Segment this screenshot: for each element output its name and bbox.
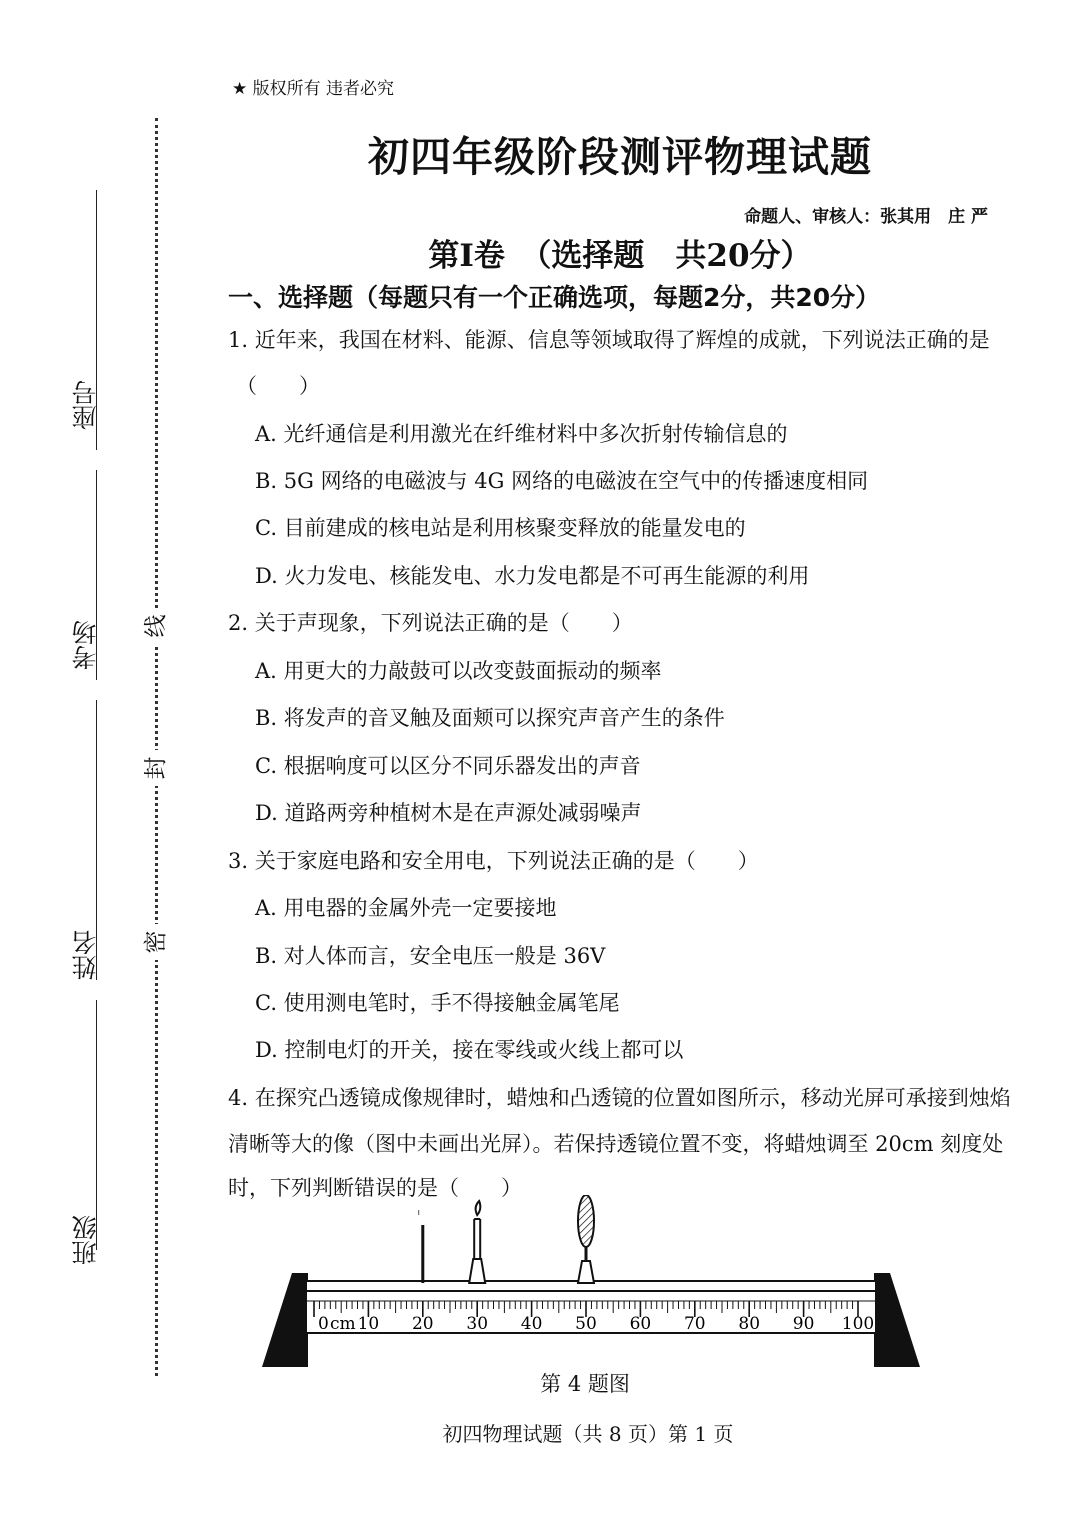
scale-label: 40 (520, 1314, 543, 1334)
scale-label: 30 (466, 1314, 489, 1334)
scale-unit-label: cm (330, 1314, 356, 1334)
q3-option-a: A. 用电器的金属外壳一定要接地 (255, 896, 557, 920)
q4-stem-line-2: 清晰等大的像（图中未画出光屏）。若保持透镜位置不变，将蜡烛调至 20cm 刻度处 (228, 1132, 1004, 1156)
scale-label: 70 (683, 1314, 706, 1334)
class-label: 班级 (71, 1215, 100, 1265)
scale-label: 50 (575, 1314, 597, 1334)
q3-stem: 3. 关于家庭电路和安全用电，下列说法正确的是（ ） (228, 849, 759, 873)
page-title: 初四年级阶段测评物理试题 (368, 133, 872, 181)
scale-label: 20 (411, 1314, 434, 1334)
optical-bench-figure (250, 1195, 940, 1375)
bench-right-leg (874, 1273, 920, 1367)
q3-option-c: C. 使用测电笔时，手不得接触金属笔尾 (255, 991, 620, 1015)
q3-option-d: D. 控制电灯的开关，接在零线或火线上都可以 (255, 1038, 684, 1062)
q1-option-a: A. 光纤通信是利用激光在纤维材料中多次折射传输信息的 (255, 422, 788, 446)
seal-dotted-line (155, 118, 158, 1376)
seat-number-label: 座号 (71, 380, 100, 430)
q1-option-d: D. 火力发电、核能发电、水力发电都是不可再生能源的利用 (255, 564, 810, 588)
q2-option-a: A. 用更大的力敲鼓可以改变鼓面振动的频率 (255, 659, 662, 683)
bench-left-leg (262, 1273, 308, 1367)
volume-heading: 第Ⅰ卷 （选择题 共20分） (428, 238, 812, 274)
pointer-marker (418, 1208, 423, 1283)
scale-label: 90 (792, 1314, 815, 1334)
figure-caption: 第 4 题图 (540, 1372, 630, 1396)
scale-label: 0 (318, 1314, 329, 1334)
candle-stand (469, 1259, 485, 1283)
scale-label: 80 (738, 1314, 761, 1334)
scale-label: 10 (357, 1314, 380, 1334)
q1-stem-line-2: （ ） (236, 374, 320, 398)
q3-option-b: B. 对人体而言，安全电压一般是 36V (255, 944, 606, 968)
q2-stem: 2. 关于声现象，下列说法正确的是（ ） (228, 611, 633, 635)
q2-option-b: B. 将发声的音叉触及面颊可以探究声音产生的条件 (255, 706, 725, 730)
scale-label: 100 (841, 1314, 875, 1334)
svg-text:ˡ: ˡ (417, 1208, 420, 1222)
scale-label: 60 (629, 1314, 652, 1334)
author-line: 命题人、审核人：张其用 庄 严 (744, 207, 988, 227)
q1-option-b: B. 5G 网络的电磁波与 4G 网络的电磁波在空气中的传播速度相同 (255, 469, 869, 493)
candle-flame (476, 1201, 481, 1215)
q2-option-d: D. 道路两旁种植树木是在声源处减弱噪声 (255, 801, 642, 825)
convex-lens (578, 1195, 594, 1283)
lens-stand (578, 1261, 594, 1283)
q2-option-c: C. 根据响度可以区分不同乐器发出的声音 (255, 754, 641, 778)
student-name-label: 姓名 (71, 930, 100, 980)
q1-stem-line-1: 1. 近年来，我国在材料、能源、信息等领域取得了辉煌的成就，下列说法正确的是 (228, 328, 990, 352)
q4-stem-line-3: 时，下列判断错误的是（ ） (228, 1176, 522, 1200)
seal-char-seal: 封 (138, 750, 174, 786)
seal-char-secret: 密 (138, 924, 174, 960)
q1-option-c: C. 目前建成的核电站是利用核聚变释放的能量发电的 (255, 516, 746, 540)
page-footer: 初四物理试题（共 8 页）第 1 页 (442, 1422, 734, 1446)
exam-room-label: 考场 (71, 620, 100, 670)
lens-body (578, 1195, 594, 1247)
candle-holder (469, 1201, 485, 1283)
copyright-notice: ★ 版权所有 违者必究 (232, 79, 395, 99)
seal-char-line: 线 (138, 608, 174, 644)
q4-stem-line-1: 4. 在探究凸透镜成像规律时，蜡烛和凸透镜的位置如图所示，移动光屏可承接到烛焰 (228, 1086, 1011, 1110)
section-heading: 一、选择题（每题只有一个正确选项，每题2分，共20分） (228, 283, 881, 312)
